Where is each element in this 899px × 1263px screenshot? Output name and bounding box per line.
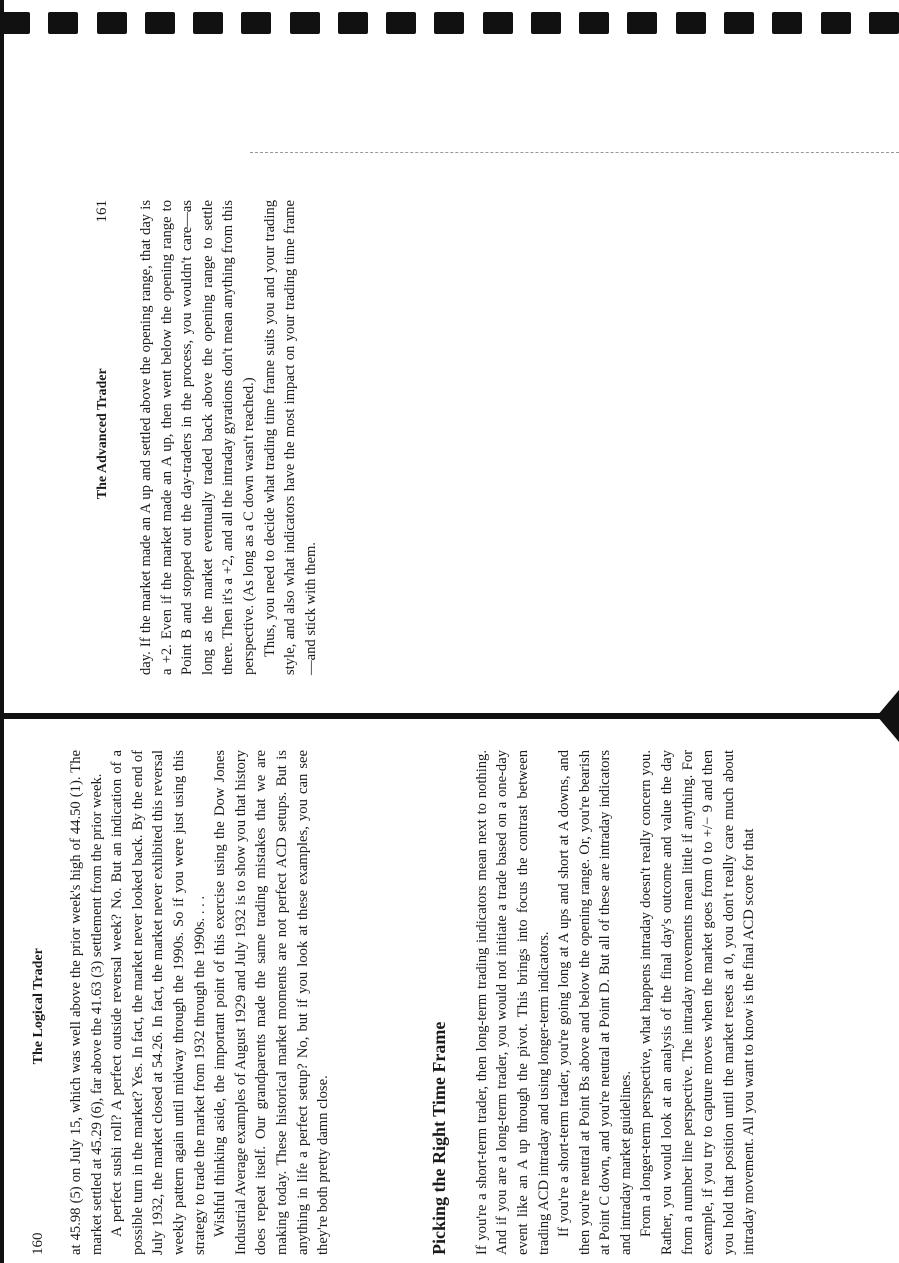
paragraph: day. If the market made an A up and settled above the opening range, that day is a +2. Even if the market made an A up, then went below the opening range to Point B and stopped out the day-traders in the process, you wouldn't care—as long as the market eventually traded back above the opening range to settle there. Then it's a +2, and all the intraday gyrations don't mean anything from this perspective. (As long as a C down wasn't reached.): [138, 200, 257, 675]
paragraph: From a longer-term perspective, what happens intraday doesn't really concern you. Rather, you would look at an analysis of the final day's outcome and value the day from a number line perspective. The intraday movements mean little if anything. For example, if you try to capture moves when the market goes from 0 to +/− 9 and then you hold that position until the market resets at 0, you don't really care much about intraday movement. All you want to know is the final ACD score for that: [638, 750, 758, 1255]
page-number: 161: [94, 200, 110, 223]
page-number: 160: [30, 1232, 46, 1255]
binding-hole: [48, 12, 78, 34]
binding-hole: [290, 12, 320, 34]
page-body: [66, 750, 760, 1255]
page-body: [136, 200, 321, 675]
binding-hole: [241, 12, 271, 34]
fold-tip-shape: [877, 690, 899, 742]
binding-hole: [627, 12, 657, 34]
binding-hole: [483, 12, 513, 34]
paragraph: Wishful thinking aside, the important point of this exercise using the Dow Jones Industrial Average examples of August 1929 and July 1932 is to show you that history does repeat itself. Our grandparents made the same trading mistakes that we are making today. These historical market moments are not perfect ACD setups. But is anything in life a perfect setup? No, but if you look at these examples, you can see they're both pretty damn close.: [212, 750, 332, 1255]
binding-hole: [434, 12, 464, 34]
section-heading: Picking the Right Time Frame: [428, 1021, 449, 1255]
binding-hole: [145, 12, 175, 34]
binding-hole: [579, 12, 609, 34]
paragraph: at 45.98 (5) on July 15, which was well above the prior week's high of 44.50 (1). The market settled at 45.29 (6), far above the 41.63 (3) settlement from the prior week.: [68, 750, 105, 1255]
running-head-title: The Advanced Trader: [95, 368, 110, 500]
binding-hole: [386, 12, 416, 34]
binding-holes: [0, 0, 899, 36]
binding-hole: [869, 12, 899, 34]
binding-hole: [193, 12, 223, 34]
page-fold-line: [0, 713, 899, 719]
binding-hole: [821, 12, 851, 34]
scan-dashed-rule: [250, 152, 899, 153]
running-head-title: The Logical Trader: [31, 948, 46, 1065]
binding-hole: [0, 12, 30, 34]
binding-hole: [772, 12, 802, 34]
binding-hole: [531, 12, 561, 34]
binding-hole: [97, 12, 127, 34]
page-160: [30, 750, 760, 1255]
paragraph: If you're a short-term trader, you're going long at A ups and short at A downs, and then you're neutral at Point Bs above and below the opening range. Or, you're bearish at Point C down, and you're neutral at Point D. But all of these are intraday indicators and intraday market guidelines.: [556, 750, 634, 1255]
binding-hole: [338, 12, 368, 34]
binding-hole: [676, 12, 706, 34]
running-head-right: [94, 200, 130, 675]
binding-hole: [724, 12, 754, 34]
paragraph: If you're a short-term trader, then long-term trading indicators mean next to nothing. And if you are a long-term trader, you would not initiate a trade based on a one-day event like an A up through the pivot. This brings into focus the contrast between trading ACD intraday and using longer-term indicators.: [473, 750, 552, 1255]
page-edge: [0, 0, 4, 1263]
paragraph: Thus, you need to decide what trading time frame suits you and your trading style, and also what indicators have the most impact on your trading time frame—and stick with them.: [261, 200, 319, 675]
running-head-left: [30, 750, 60, 1255]
paragraph: A perfect sushi roll? A perfect outside reversal week? No. But an indication of a possible turn in the market? Yes. In fact, the market never looked back. By the end of July 1932, the market closed at 54.26. In fact, the market never exhibited this reversal weekly pattern again until midway through the 1990s. So if you were just using this strategy to trade the market from 1932 through the 1990s. . . .: [109, 750, 208, 1255]
page-161: [94, 200, 321, 675]
